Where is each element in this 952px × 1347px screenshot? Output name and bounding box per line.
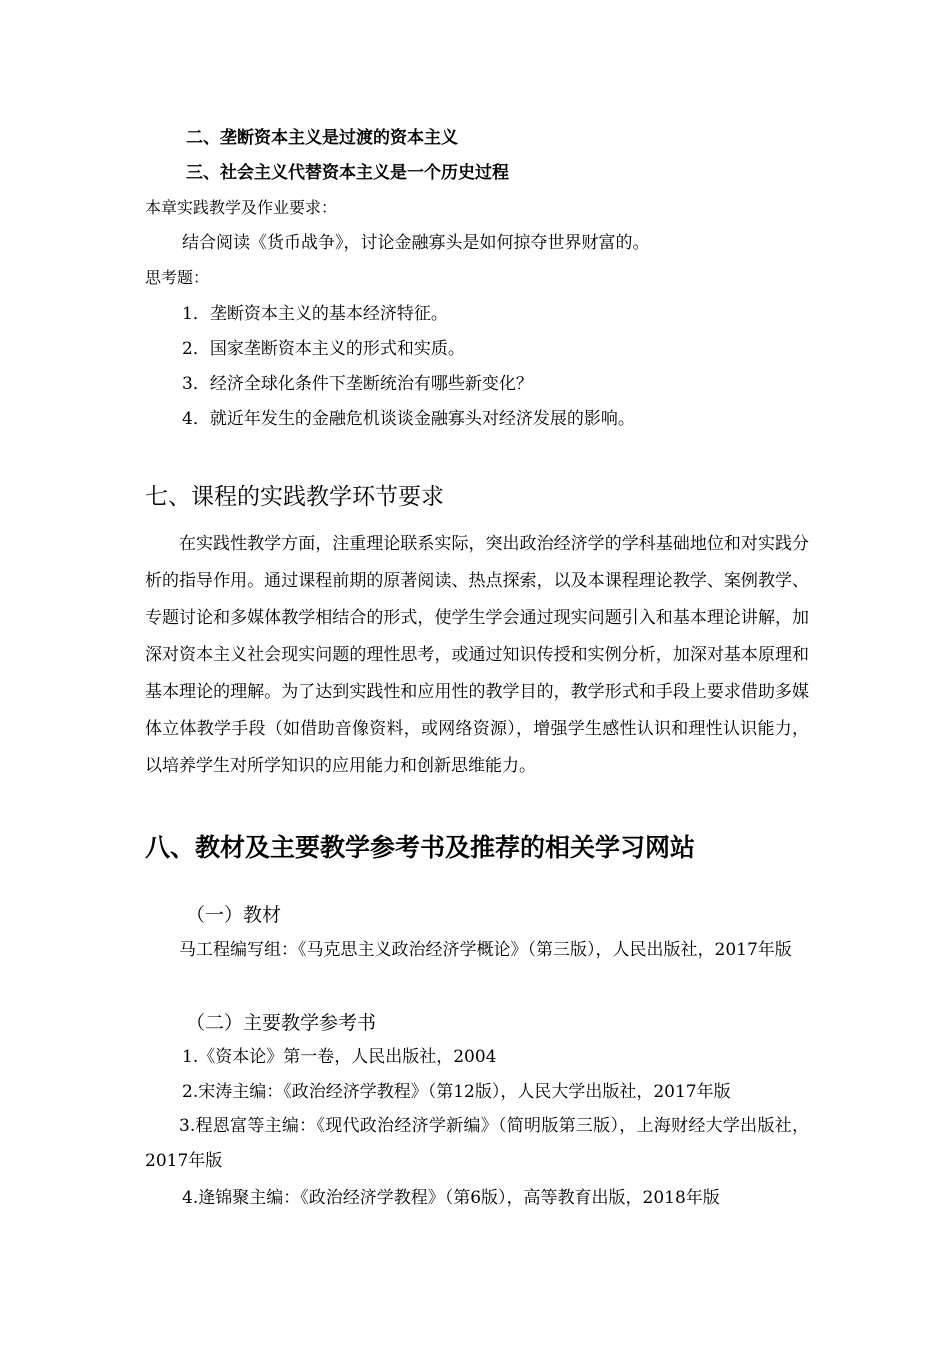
- practice-text: 结合阅读《货币战争》，讨论金融寡头是如何掠夺世界财富的。: [182, 233, 650, 253]
- textbook-text: 马工程编写组：《马克思主义政治经济学概论》（第三版），人民出版社，2017年版: [179, 940, 792, 960]
- question-item: 4．就近年发生的金融危机谈谈金融寡头对经济发展的影响。: [182, 409, 635, 429]
- question-item: 3．经济全球化条件下垄断统治有哪些新变化？: [182, 374, 533, 394]
- questions-label: 思考题：: [145, 268, 210, 287]
- section-7-body: 在实践性教学方面，注重理论联系实际，突出政治经济学的学科基础地位和对实践分析的指导作用。通过课程前期的原著阅读、热点探索，以及本课程理论教学、案例教学、专题讨论和多媒体教学相结合的形式，使学生学会通过现实问题引入和基本理论讲解，加深对资本主义社会现实问题的理性思考，或通过知识传授和实例分析，加深对基本原理和基本理论的理解。为了达到实践性和应用性的教学目的，教学形式和手段上要求借助多媒体立体教学手段（如借助音像资料，或网络资源），增强学生感性认识和理性认识能力，以培养学生对所学知识的应用能力和创新思维能力。: [145, 534, 809, 776]
- outline-item-3: 三、社会主义代替资本主义是一个历史过程: [186, 163, 509, 183]
- textbook-heading: （一）教材: [186, 904, 282, 926]
- section-7-heading: 七、课程的实践教学环节要求: [145, 484, 444, 510]
- practice-label: 本章实践教学及作业要求：: [145, 198, 338, 217]
- question-item: 2．国家垄断资本主义的形式和实质。: [182, 339, 465, 359]
- refs-heading: （二）主要教学参考书: [186, 1012, 377, 1034]
- ref-item: 4.逄锦聚主编：《政治经济学教程》（第6版），高等教育出版，2018年版: [182, 1188, 720, 1208]
- ref-item: 2.宋涛主编：《政治经济学教程》（第12版），人民大学出版社，2017年版: [182, 1082, 731, 1102]
- outline-item-2: 二、垄断资本主义是过渡的资本主义: [186, 128, 458, 148]
- section-8-heading: 八、教材及主要教学参考书及推荐的相关学习网站: [145, 833, 696, 862]
- question-item: 1．垄断资本主义的基本经济特征。: [182, 304, 448, 324]
- ref-item: 3.程恩富等主编：《现代政治经济学新编》（简明版第三版），上海财经大学出版社，2017年版: [145, 1116, 809, 1171]
- ref-item: 1.《资本论》第一卷，人民出版社，2004: [182, 1047, 497, 1067]
